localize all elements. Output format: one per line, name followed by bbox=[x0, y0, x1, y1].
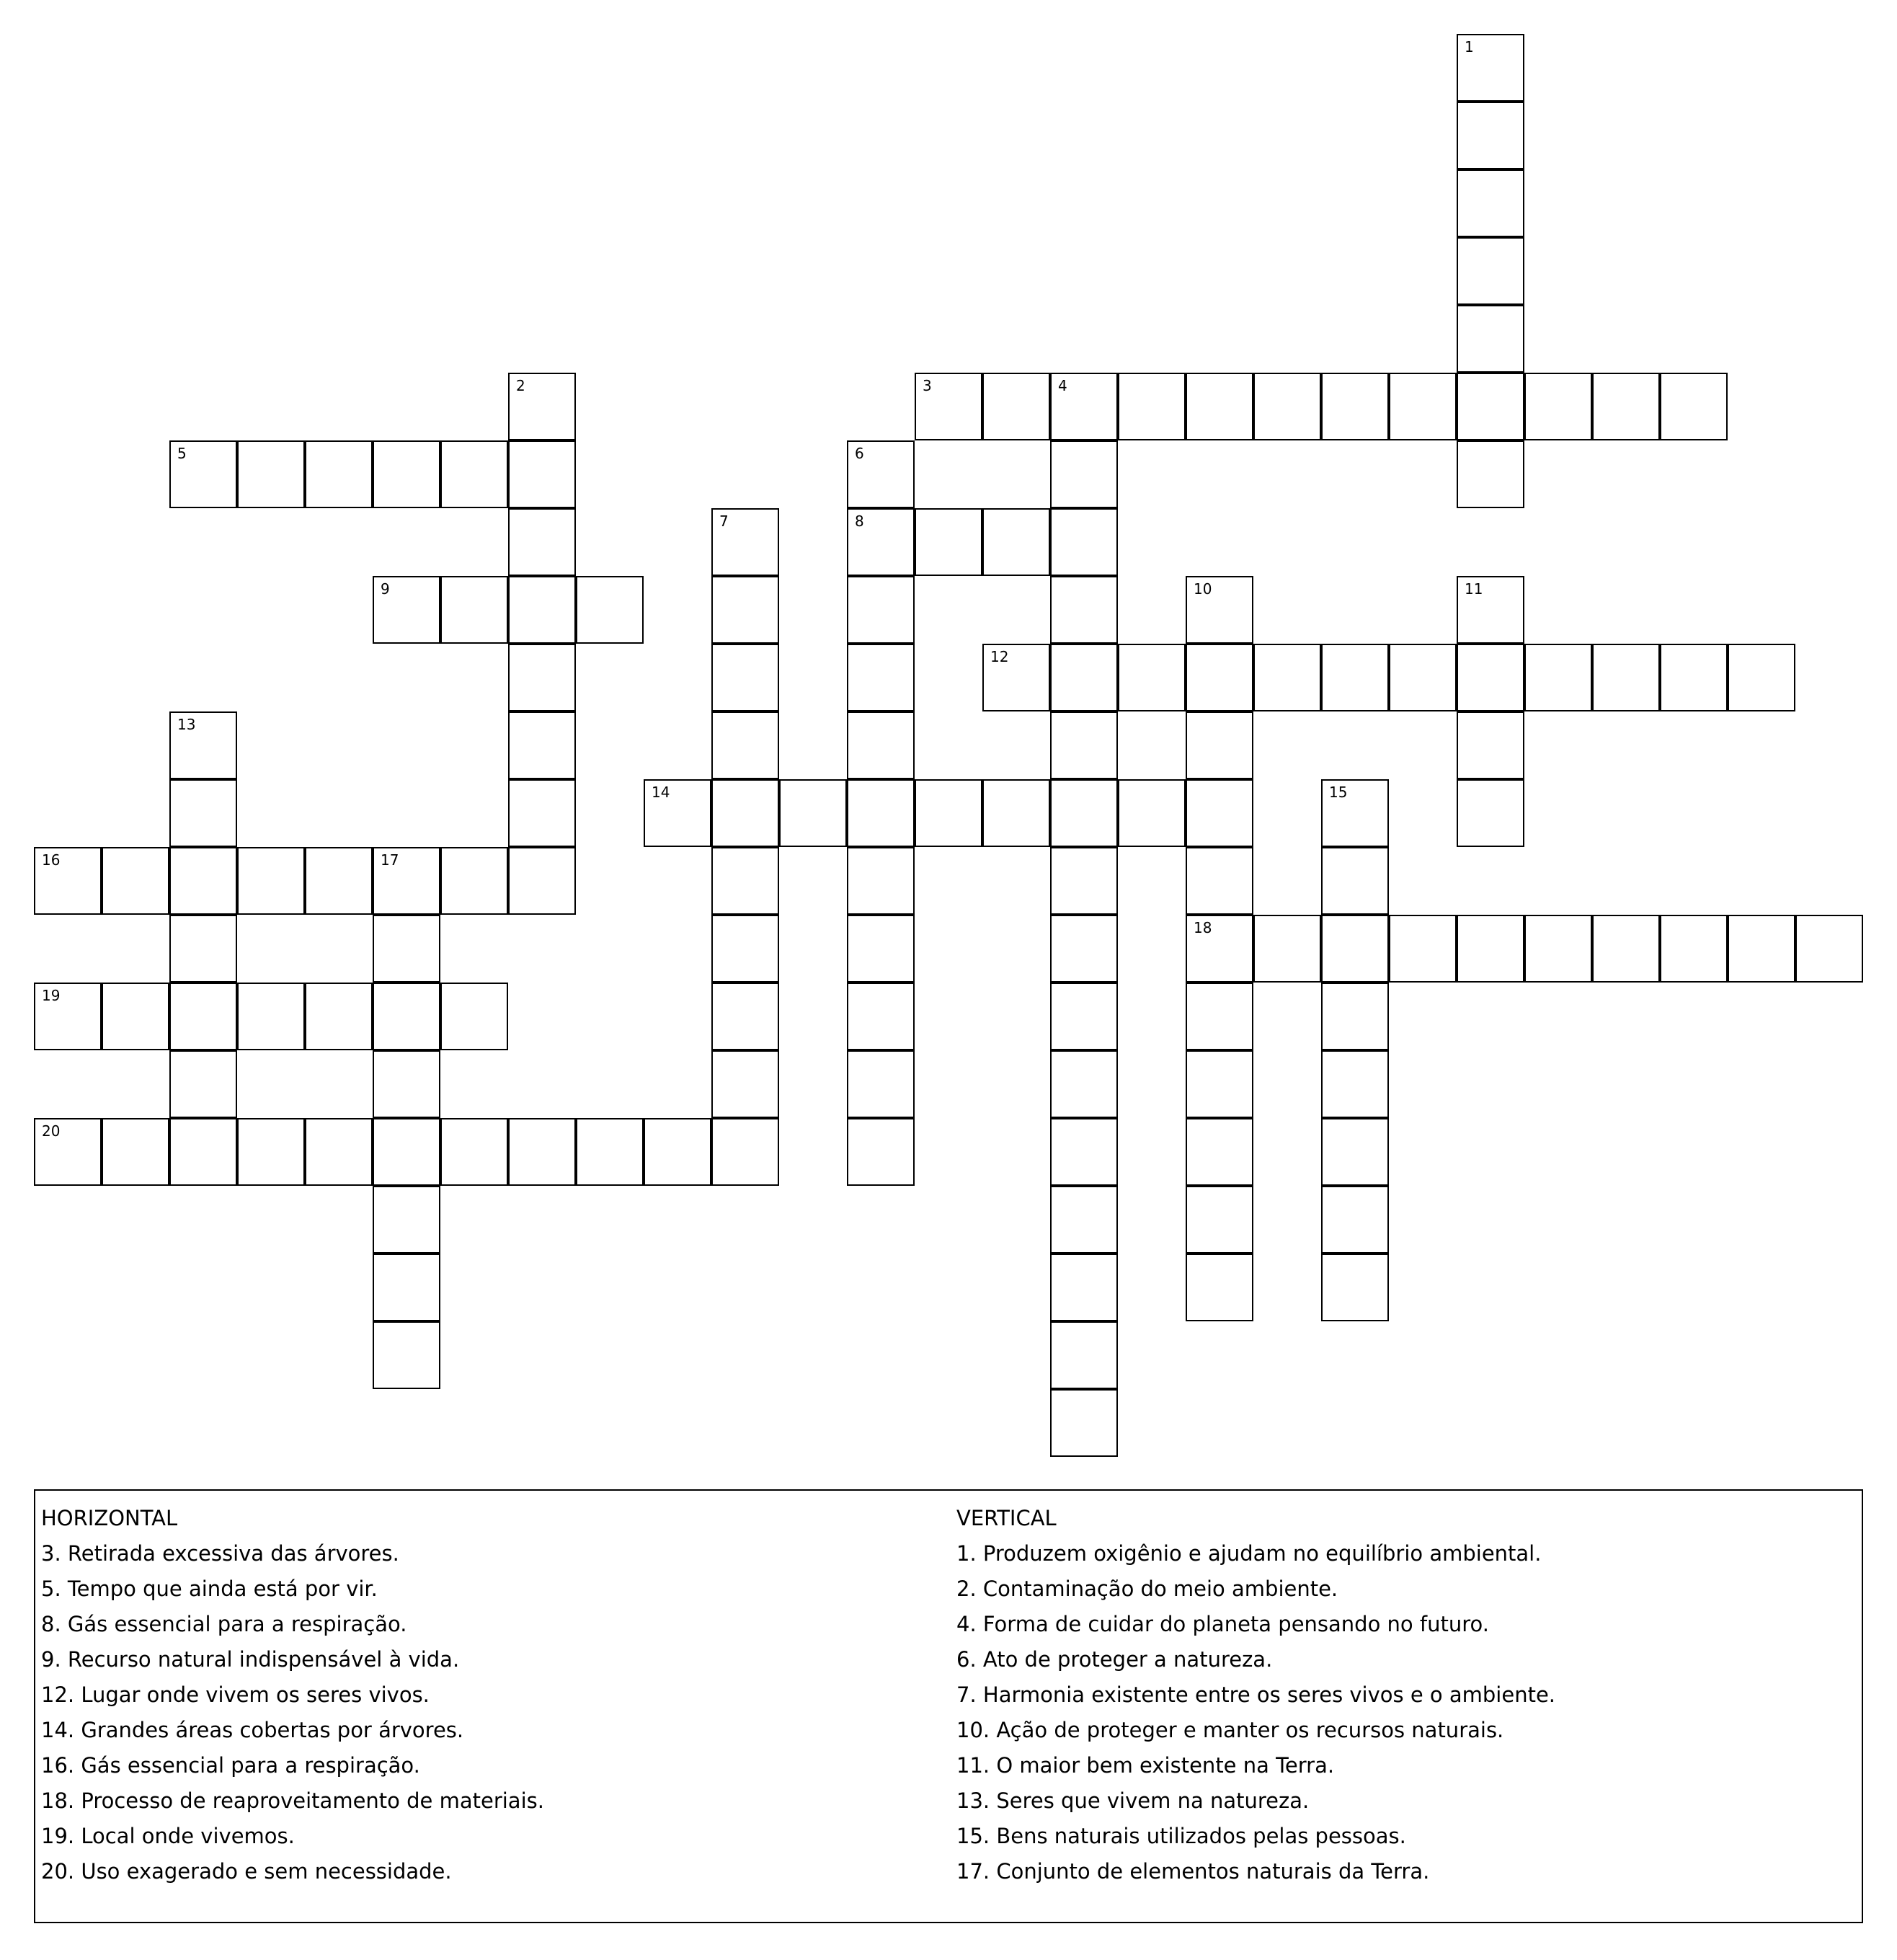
crossword-cell[interactable] bbox=[779, 779, 847, 847]
crossword-cell[interactable] bbox=[373, 983, 440, 1050]
crossword-cell[interactable] bbox=[1050, 915, 1118, 983]
crossword-cell[interactable] bbox=[1050, 1050, 1118, 1118]
crossword-cell[interactable] bbox=[1118, 644, 1186, 711]
clue-number: 15 bbox=[1329, 784, 1348, 801]
clue-number: 6 bbox=[855, 445, 864, 462]
clue-number: 2 bbox=[516, 377, 525, 394]
crossword-cell[interactable] bbox=[1660, 644, 1728, 711]
clue-item: 3. Retirada excessiva das árvores. bbox=[41, 1541, 399, 1566]
crossword-cell[interactable] bbox=[508, 508, 576, 576]
crossword-cell[interactable] bbox=[847, 983, 915, 1050]
clue-item: 14. Grandes áreas cobertas por árvores. bbox=[41, 1718, 464, 1742]
crossword-cell[interactable] bbox=[576, 576, 644, 644]
crossword-cell[interactable] bbox=[440, 576, 508, 644]
clue-item: 2. Contaminação do meio ambiente. bbox=[956, 1577, 1338, 1601]
clue-item: 12. Lugar onde vivem os seres vivos. bbox=[41, 1682, 430, 1707]
clue-number: 17 bbox=[381, 851, 399, 869]
crossword-cell[interactable] bbox=[1186, 644, 1253, 711]
crossword-cell[interactable] bbox=[1457, 34, 1524, 102]
crossword-cell[interactable] bbox=[711, 508, 779, 576]
crossword-cell[interactable] bbox=[508, 440, 576, 508]
crossword-cell[interactable] bbox=[1050, 779, 1118, 847]
crossword-cell[interactable] bbox=[1524, 373, 1592, 440]
clue-number: 8 bbox=[855, 513, 864, 530]
crossword-cell[interactable] bbox=[1389, 915, 1457, 983]
clue-item: 19. Local onde vivemos. bbox=[41, 1824, 295, 1848]
crossword-cell[interactable] bbox=[1253, 373, 1321, 440]
crossword-cell[interactable] bbox=[1660, 915, 1728, 983]
crossword-cell[interactable] bbox=[1186, 779, 1253, 847]
crossword-cell[interactable] bbox=[1321, 373, 1389, 440]
crossword-cell[interactable] bbox=[1253, 644, 1321, 711]
clue-item: 9. Recurso natural indispensável à vida. bbox=[41, 1647, 460, 1672]
crossword-cell[interactable] bbox=[1795, 915, 1863, 983]
crossword-cell[interactable] bbox=[169, 983, 237, 1050]
crossword-cell[interactable] bbox=[711, 1050, 779, 1118]
crossword-cell[interactable] bbox=[711, 915, 779, 983]
crossword-cell[interactable] bbox=[1457, 915, 1524, 983]
crossword-cell[interactable] bbox=[711, 1118, 779, 1186]
crossword-cell[interactable] bbox=[1321, 644, 1389, 711]
crossword-cell[interactable] bbox=[305, 1118, 373, 1186]
crossword-cell[interactable] bbox=[1050, 508, 1118, 576]
crossword-cell[interactable] bbox=[508, 373, 576, 440]
crossword-cell[interactable] bbox=[1728, 644, 1795, 711]
crossword-cell[interactable] bbox=[711, 576, 779, 644]
crossword-cell[interactable] bbox=[1457, 305, 1524, 373]
crossword-cell[interactable] bbox=[1457, 169, 1524, 237]
clue-item: 7. Harmonia existente entre os seres vivos e o ambiente. bbox=[956, 1682, 1556, 1707]
crossword-cell[interactable] bbox=[915, 779, 982, 847]
crossword-cell[interactable] bbox=[169, 915, 237, 983]
clue-item: 8. Gás essencial para a respiração. bbox=[41, 1612, 407, 1636]
clue-item: 16. Gás essencial para a respiração. bbox=[41, 1753, 420, 1778]
crossword-cell[interactable] bbox=[1050, 440, 1118, 508]
crossword-cell[interactable] bbox=[847, 1118, 915, 1186]
crossword-cell[interactable] bbox=[508, 847, 576, 915]
crossword-cell[interactable] bbox=[102, 847, 169, 915]
crossword-cell[interactable] bbox=[34, 983, 102, 1050]
crossword-cell[interactable] bbox=[1050, 711, 1118, 779]
crossword-cell[interactable] bbox=[1592, 644, 1660, 711]
crossword-cell[interactable] bbox=[373, 1050, 440, 1118]
crossword-cell[interactable] bbox=[373, 576, 440, 644]
horizontal-clues bbox=[41, 1501, 949, 1889]
clue-number: 1 bbox=[1465, 38, 1474, 56]
crossword-cell[interactable] bbox=[440, 440, 508, 508]
crossword-cell[interactable] bbox=[1389, 373, 1457, 440]
clue-item: 5. Tempo que ainda está por vir. bbox=[41, 1577, 378, 1601]
horizontal-heading: HORIZONTAL bbox=[41, 1506, 178, 1530]
crossword-cell[interactable] bbox=[1321, 915, 1389, 983]
crossword-cell[interactable] bbox=[1321, 779, 1389, 847]
clues-box bbox=[34, 1489, 1863, 1923]
crossword-cell[interactable] bbox=[576, 1118, 644, 1186]
crossword-cell[interactable] bbox=[711, 644, 779, 711]
crossword-cell[interactable] bbox=[34, 847, 102, 915]
crossword-cell[interactable] bbox=[982, 373, 1050, 440]
crossword-cell[interactable] bbox=[1050, 644, 1118, 711]
crossword-cell[interactable] bbox=[169, 779, 237, 847]
crossword-cell[interactable] bbox=[1321, 1118, 1389, 1186]
crossword-cell[interactable] bbox=[305, 440, 373, 508]
crossword-cell[interactable] bbox=[1321, 1050, 1389, 1118]
clue-number: 10 bbox=[1194, 580, 1212, 598]
crossword-cell[interactable] bbox=[847, 508, 915, 576]
clue-number: 4 bbox=[1058, 377, 1067, 394]
clue-item: 18. Processo de reaproveitamento de materiais. bbox=[41, 1788, 544, 1813]
crossword-cell[interactable] bbox=[847, 779, 915, 847]
crossword-cell[interactable] bbox=[237, 847, 305, 915]
crossword-cell[interactable] bbox=[508, 576, 576, 644]
crossword-cell[interactable] bbox=[1592, 373, 1660, 440]
crossword-cell[interactable] bbox=[169, 1118, 237, 1186]
crossword-cell[interactable] bbox=[847, 644, 915, 711]
clue-number: 13 bbox=[177, 716, 196, 733]
crossword-cell[interactable] bbox=[440, 847, 508, 915]
clue-number: 9 bbox=[381, 580, 390, 598]
crossword-cell[interactable] bbox=[847, 847, 915, 915]
crossword-cell[interactable] bbox=[1253, 915, 1321, 983]
crossword-cell[interactable] bbox=[915, 373, 982, 440]
crossword-cell[interactable] bbox=[1118, 779, 1186, 847]
crossword-cell[interactable] bbox=[1186, 1186, 1253, 1254]
crossword-cell[interactable] bbox=[508, 779, 576, 847]
clue-item: 1. Produzem oxigênio e ajudam no equilíbrio ambiental. bbox=[956, 1541, 1542, 1566]
crossword-cell[interactable] bbox=[1524, 644, 1592, 711]
crossword-cell[interactable] bbox=[305, 847, 373, 915]
crossword-cell[interactable] bbox=[1389, 644, 1457, 711]
crossword-cell[interactable] bbox=[373, 1254, 440, 1321]
crossword-cell[interactable] bbox=[440, 983, 508, 1050]
crossword-cell[interactable] bbox=[1457, 102, 1524, 169]
clue-number: 14 bbox=[652, 784, 670, 801]
crossword-cell[interactable] bbox=[1457, 644, 1524, 711]
clue-item: 20. Uso exagerado e sem necessidade. bbox=[41, 1859, 452, 1884]
clue-item: 15. Bens naturais utilizados pelas pessoas. bbox=[956, 1824, 1406, 1848]
crossword-cell[interactable] bbox=[373, 1186, 440, 1254]
crossword-cell[interactable] bbox=[982, 779, 1050, 847]
clue-number: 12 bbox=[990, 648, 1009, 665]
crossword-cell[interactable] bbox=[982, 508, 1050, 576]
crossword-cell[interactable] bbox=[102, 983, 169, 1050]
crossword-cell[interactable] bbox=[915, 508, 982, 576]
crossword-cell[interactable] bbox=[1186, 1254, 1253, 1321]
crossword-cell[interactable] bbox=[508, 711, 576, 779]
crossword-cell[interactable] bbox=[102, 1118, 169, 1186]
crossword-cell[interactable] bbox=[1186, 1050, 1253, 1118]
clue-number: 5 bbox=[177, 445, 187, 462]
vertical-clues bbox=[956, 1501, 1857, 1889]
clue-number: 16 bbox=[42, 851, 61, 869]
clue-item: 13. Seres que vivem na natureza. bbox=[956, 1788, 1310, 1813]
crossword-cell[interactable] bbox=[169, 1050, 237, 1118]
crossword-cell[interactable] bbox=[1457, 440, 1524, 508]
crossword-cell[interactable] bbox=[1186, 373, 1253, 440]
crossword-cell[interactable] bbox=[1050, 983, 1118, 1050]
crossword-cell[interactable] bbox=[1050, 847, 1118, 915]
clue-number: 7 bbox=[719, 513, 729, 530]
crossword-cell[interactable] bbox=[1050, 1321, 1118, 1389]
crossword-cell[interactable] bbox=[1457, 576, 1524, 644]
crossword-cell[interactable] bbox=[169, 847, 237, 915]
clue-item: 17. Conjunto de elementos naturais da Terra. bbox=[956, 1859, 1430, 1884]
crossword-cell[interactable] bbox=[1186, 711, 1253, 779]
clue-number: 3 bbox=[923, 377, 932, 394]
clue-item: 10. Ação de proteger e manter os recursos naturais. bbox=[956, 1718, 1504, 1742]
crossword-cell[interactable] bbox=[1524, 915, 1592, 983]
crossword-cell[interactable] bbox=[1050, 373, 1118, 440]
clue-number: 11 bbox=[1465, 580, 1483, 598]
crossword-cell[interactable] bbox=[1592, 915, 1660, 983]
crossword-cell[interactable] bbox=[1050, 1389, 1118, 1457]
clue-item: 4. Forma de cuidar do planeta pensando no futuro. bbox=[956, 1612, 1489, 1636]
crossword-cell[interactable] bbox=[1457, 779, 1524, 847]
crossword-cell[interactable] bbox=[169, 440, 237, 508]
clue-number: 20 bbox=[42, 1122, 61, 1140]
crossword-cell[interactable] bbox=[847, 576, 915, 644]
crossword-cell[interactable] bbox=[373, 1118, 440, 1186]
crossword-cell[interactable] bbox=[1457, 237, 1524, 305]
crossword-cell[interactable] bbox=[237, 983, 305, 1050]
crossword-cell[interactable] bbox=[1728, 915, 1795, 983]
crossword-cell[interactable] bbox=[1186, 576, 1253, 644]
vertical-heading: VERTICAL bbox=[956, 1506, 1057, 1530]
crossword-cell[interactable] bbox=[373, 1321, 440, 1389]
crossword-cell[interactable] bbox=[1118, 373, 1186, 440]
clue-item: 6. Ato de proteger a natureza. bbox=[956, 1647, 1273, 1672]
crossword-cell[interactable] bbox=[1186, 915, 1253, 983]
crossword-cell[interactable] bbox=[711, 779, 779, 847]
crossword-cell[interactable] bbox=[847, 711, 915, 779]
clue-number: 18 bbox=[1194, 919, 1212, 936]
crossword-cell[interactable] bbox=[1050, 1118, 1118, 1186]
crossword-cell[interactable] bbox=[169, 711, 237, 779]
crossword-cell[interactable] bbox=[1186, 1118, 1253, 1186]
crossword-cell[interactable] bbox=[34, 1118, 102, 1186]
crossword-cell[interactable] bbox=[711, 983, 779, 1050]
crossword-cell[interactable] bbox=[1321, 847, 1389, 915]
crossword-cell[interactable] bbox=[711, 847, 779, 915]
crossword-cell[interactable] bbox=[440, 1118, 508, 1186]
crossword-cell[interactable] bbox=[508, 644, 576, 711]
crossword-cell[interactable] bbox=[1050, 1186, 1118, 1254]
crossword-cell[interactable] bbox=[644, 1118, 711, 1186]
crossword-cell[interactable] bbox=[847, 915, 915, 983]
crossword-cell[interactable] bbox=[1321, 983, 1389, 1050]
crossword-cell[interactable] bbox=[1186, 983, 1253, 1050]
crossword-cell[interactable] bbox=[373, 915, 440, 983]
clue-number: 19 bbox=[42, 987, 61, 1004]
crossword-cell[interactable] bbox=[711, 711, 779, 779]
crossword-cell[interactable] bbox=[847, 440, 915, 508]
crossword-cell[interactable] bbox=[305, 983, 373, 1050]
crossword-cell[interactable] bbox=[373, 847, 440, 915]
crossword-cell[interactable] bbox=[237, 1118, 305, 1186]
crossword-cell[interactable] bbox=[1050, 1254, 1118, 1321]
crossword-cell[interactable] bbox=[1660, 373, 1728, 440]
clue-item: 11. O maior bem existente na Terra. bbox=[956, 1753, 1335, 1778]
crossword-cell[interactable] bbox=[1321, 1186, 1389, 1254]
crossword-cell[interactable] bbox=[373, 440, 440, 508]
crossword-cell[interactable] bbox=[1457, 373, 1524, 440]
crossword-cell[interactable] bbox=[847, 1050, 915, 1118]
crossword-cell[interactable] bbox=[982, 644, 1050, 711]
crossword-cell[interactable] bbox=[644, 779, 711, 847]
crossword-cell[interactable] bbox=[1050, 576, 1118, 644]
crossword-cell[interactable] bbox=[1186, 847, 1253, 915]
crossword-cell[interactable] bbox=[1457, 711, 1524, 779]
crossword-cell[interactable] bbox=[1321, 1254, 1389, 1321]
crossword-cell[interactable] bbox=[508, 1118, 576, 1186]
crossword-cell[interactable] bbox=[237, 440, 305, 508]
